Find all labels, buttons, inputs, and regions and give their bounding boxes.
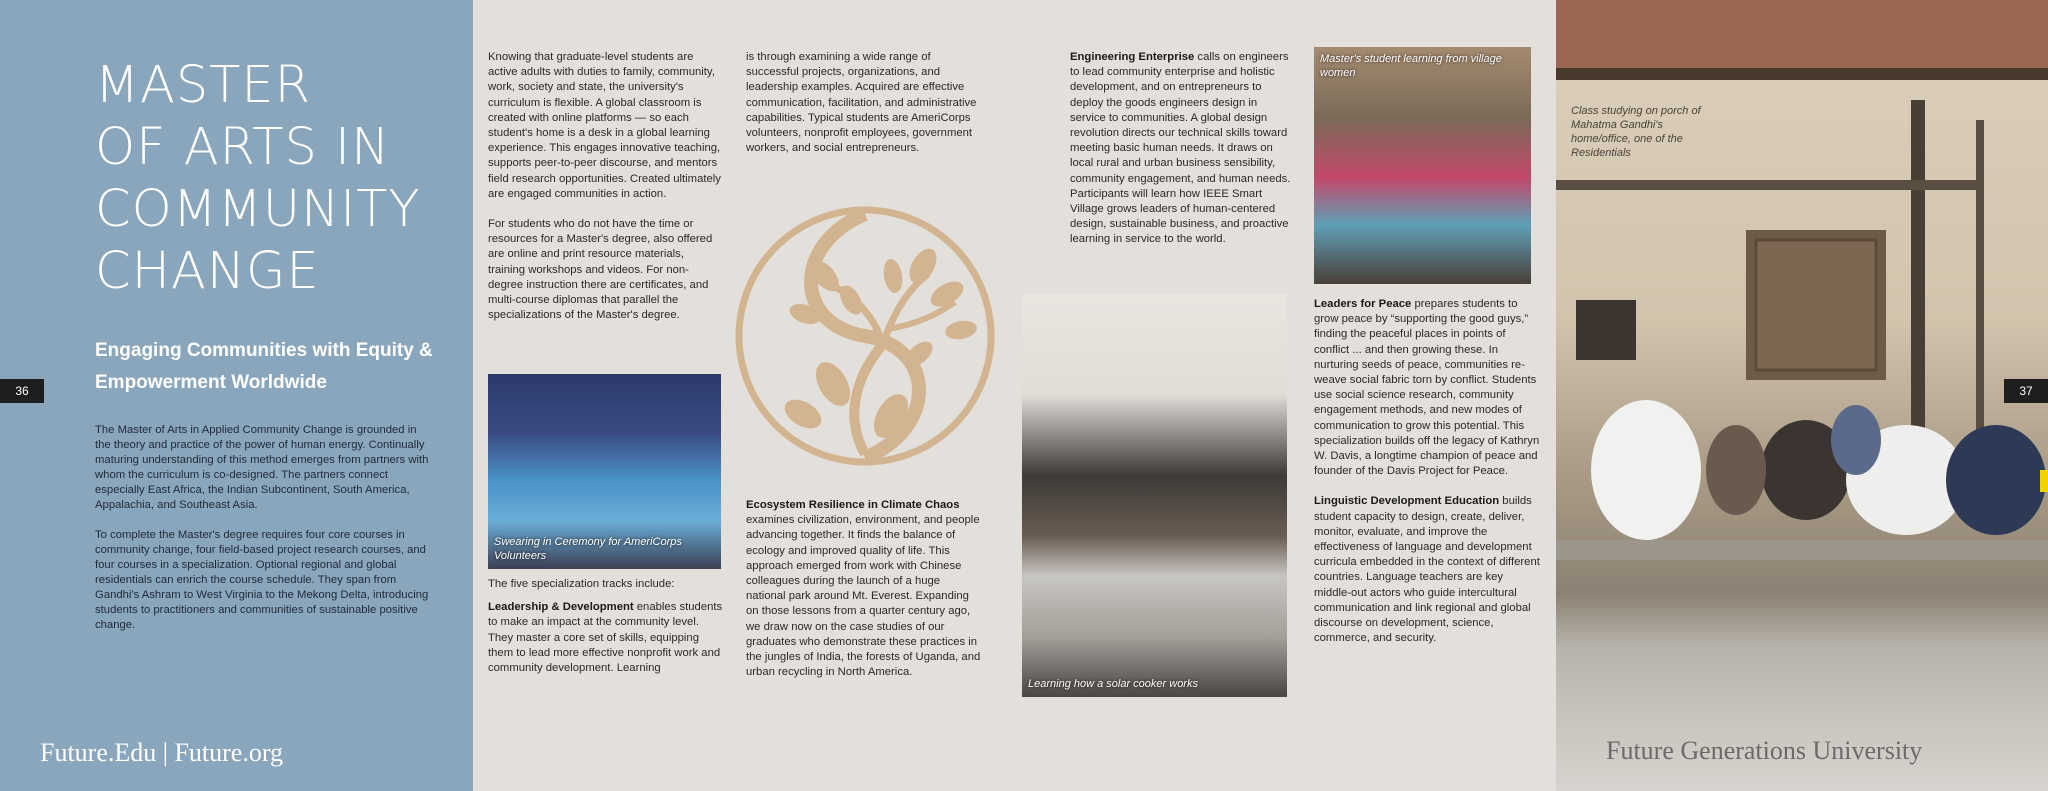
peace-heading: Leaders for Peace xyxy=(1314,298,1412,310)
ecosystem-heading: Ecosystem Resilience in Climate Chaos xyxy=(746,499,960,511)
engineering-heading: Engineering Enterprise xyxy=(1070,51,1195,63)
column-1-top xyxy=(488,50,723,338)
tree-emblem-icon xyxy=(733,204,997,468)
leadership-heading: Leadership & Development xyxy=(488,601,634,614)
porch-photo-caption: Class studying on porch of Mahatma Gandhi's home/office, one of the Residentials xyxy=(1571,105,1701,159)
footer-university: Future Generations University xyxy=(1606,736,1923,765)
ecosystem-paragraph xyxy=(746,498,981,680)
peace-text: prepares students to grow peace by “supporting the good guys,” finding the peaceful places in points of conflict ... and then growing these. In nurturing seeds of peace, communities re-weave social fabric torn by conflict. Students use social science research, community engagement methods, and new modes of communication to grow this potential. This specialization builds off the legacy of Kathryn W. Davis, a longtime champion of peace and founder of the Davis Project for Peace. xyxy=(1314,298,1540,478)
leadership-paragraph xyxy=(488,600,723,676)
body-paragraph: is through examining a wide range of successful projects, organizations, and leadership examples. Acquired are effective communication, facilitation, and administrative capabilities. Typical students are AmeriCorps volunteers, nonprofit employees, government workers, and social entrepreneurs. xyxy=(746,51,977,155)
linguistic-heading: Linguistic Development Education xyxy=(1314,495,1500,508)
americorps-photo xyxy=(488,374,721,569)
intro-paragraph: To complete the Master's degree requires four core courses in community change, four field-based project research courses, and four courses in a specialization. Optional regional and global residentials can enrich the course schedule. They span from Gandhi's Ashram to West Virginia to the Mekong Delta, introducing students to practitioners and communities of sustainable positive change. xyxy=(95,529,429,631)
tracks-intro: The five specialization tracks include: xyxy=(488,578,675,590)
linguistic-paragraph xyxy=(1314,494,1542,646)
title-line: CHANGE xyxy=(95,242,320,301)
column-4 xyxy=(1314,297,1542,661)
column-2-top xyxy=(746,50,981,171)
left-blue-panel xyxy=(0,0,473,791)
title-line: OF ARTS IN xyxy=(95,118,391,177)
photo-caption: Swearing in Ceremony for AmeriCorps Volunteers xyxy=(494,536,682,562)
ecosystem-text: examines civilization, environment, and people advancing together. It finds the balance of ecology and improved quality of life. This approach emerged from work with Chinese colleagues during the launch of a huge national park around Mt. Everest. Expanding on those lessons from a quarter century ago, we draw now on the case studies of our graduates who demonstrate these practices in the jungles of India, the forests of Uganda, and urban recycling in North America. xyxy=(746,514,981,679)
page-title xyxy=(95,55,455,303)
page-number-right: 37 xyxy=(2004,379,2048,403)
linguistic-text: builds student capacity to design, create, deliver, monitor, evaluate, and improve the effectiveness of language and development curricula embedded in the context of different countries. Language teachers are key middle-out actors who guide intercultural communication and link regional and global discourse on development, science, commerce, and security. xyxy=(1314,495,1540,645)
intro-paragraph: The Master of Arts in Applied Community Change is grounded in the theory and practice of the power of human energy. Continually maturing understanding of this method emerges from partners with whom the curriculum is co-designed. The partners connect especially East Africa, the Indian Subcontinent, South America, Appalachia, and Southeast Asia. xyxy=(95,424,429,511)
column-1-bottom xyxy=(488,577,723,691)
title-line: MASTER xyxy=(95,56,312,115)
subtitle: Engaging Communities with Equity & Empowerment Worldwide xyxy=(95,340,433,393)
body-paragraph: Knowing that graduate-level students are active adults with duties to family, community, work, society and state, the university's curriculum is flexible. A global classroom is created with online platforms — so each student's home is a desk in a global learning experience. This engages innovative teaching, supports peer-to-peer discourse, and mentors field research opportunities. Created ultimately are engaged communities in action. xyxy=(488,51,721,200)
yellow-tab-marker xyxy=(2040,470,2048,492)
engineering-text: calls on engineers to lead community enterprise and holistic development, and on entrepreneurs to deploy the goods engineers design in service to communities. A global design revolution directs our technical skills toward meeting basic human needs. It draws on local rural and urban business sensibility, community engagement, and human needs. Participants will learn how IEEE Smart Village grows leaders of human-centered design, sustainable business, and proactive learning in service to the world. xyxy=(1070,51,1291,246)
title-line: COMMUNITY xyxy=(95,180,421,239)
intro-text xyxy=(95,423,435,648)
leadership-text: enables students to make an impact at the community level. They master a core set of skills, equipping them to lead more effective nonprofit work and community development. Learning xyxy=(488,601,723,675)
column-2-bottom xyxy=(746,498,981,695)
peace-paragraph xyxy=(1314,297,1542,479)
page-number-left: 36 xyxy=(0,379,44,403)
photo-caption: Master's student learning from village women xyxy=(1320,53,1502,79)
solar-cooker-photo xyxy=(1022,294,1287,697)
column-3-top xyxy=(1070,50,1295,263)
village-women-photo xyxy=(1314,47,1531,284)
footer-website: Future.Edu | Future.org xyxy=(40,738,284,767)
photo-caption: Learning how a solar cooker works xyxy=(1028,678,1198,690)
engineering-paragraph xyxy=(1070,50,1295,248)
body-paragraph: For students who do not have the time or resources for a Master's degree, also offered are online and print resource materials, training workshops and videos. For non-degree instruction there are certificates, and multi-course diplomas that parallel the specializations of the Master's degree. xyxy=(488,218,713,322)
